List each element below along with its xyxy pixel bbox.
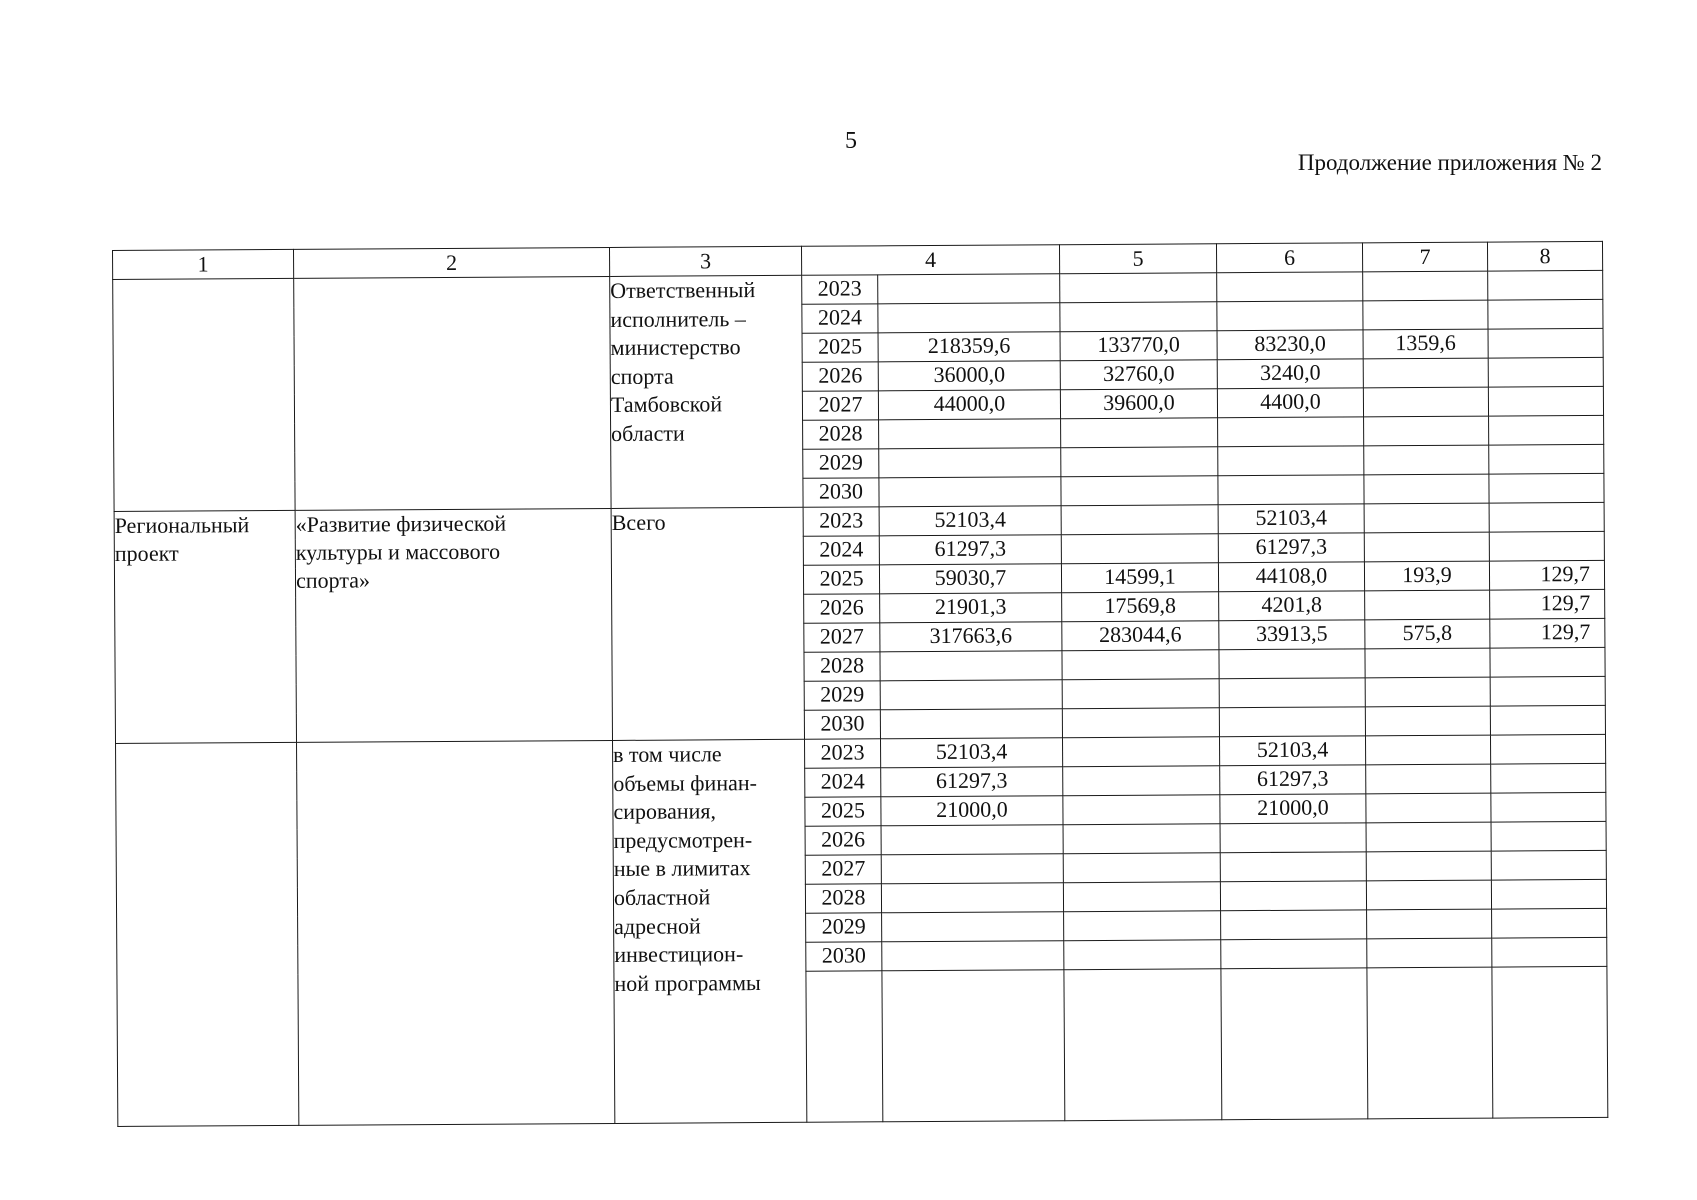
value-cell-c7 [1367,909,1492,939]
col2-name-line: «Развитие физической [295,510,507,537]
year-cell: 2026 [805,826,881,855]
year-cell: 2030 [803,478,879,507]
value-cell-c6 [1220,852,1366,882]
value-cell-c7: 575,8 [1365,619,1490,649]
value-cell-c6 [1219,707,1365,737]
cell-col3-description [610,275,803,508]
value-cell-c7 [1363,271,1488,301]
value-cell-c5 [1063,766,1220,796]
value-cell-c8 [1491,763,1606,793]
year-cell: 2024 [803,536,879,565]
value-cell-c4: 44000,0 [878,390,1060,420]
value-cell-c5 [1062,708,1219,738]
value-cell-c6: 52103,4 [1218,504,1364,534]
value-cell-c5: 283044,6 [1062,621,1219,651]
page-number: 5 [845,128,857,154]
cell-col3-description [611,507,804,740]
value-cell-c5 [1062,650,1219,680]
value-cell-c8 [1491,792,1606,822]
col3-description-line: исполнитель – [610,305,746,332]
value-cell-c6: 52103,4 [1219,736,1365,766]
year-cell: 2026 [804,594,880,623]
value-cell-c5: 133770,0 [1060,331,1217,361]
filler-cell [882,970,1065,1122]
value-cell-c5: 14599,1 [1061,563,1218,593]
value-cell-c8: 129,7 [1490,589,1605,619]
cell-col2-name [294,276,611,510]
year-cell: 2030 [806,942,882,971]
value-cell-c4: 36000,0 [878,361,1060,391]
year-cell: 2024 [802,304,878,333]
value-cell-c5 [1062,679,1219,709]
appendix-note: Продолжение приложения № 2 [1297,150,1602,175]
value-cell-c4 [880,651,1062,681]
budget-table-wrapper [112,241,1607,1118]
filler-cell [1367,967,1493,1119]
year-cell: 2027 [804,623,880,652]
year-cell: 2023 [803,507,879,536]
col1-label-line: проект [114,540,179,566]
value-cell-c6: 61297,3 [1218,533,1364,563]
year-cell: 2029 [806,913,882,942]
year-cell: 2030 [804,710,880,739]
value-cell-c8 [1488,386,1603,416]
value-cell-c6 [1220,881,1366,911]
value-cell-c4 [879,477,1061,507]
value-cell-c5 [1064,911,1221,941]
value-cell-c8 [1492,908,1607,938]
cell-col1-label [113,278,295,511]
value-cell-c4: 52103,4 [881,738,1063,768]
value-cell-c8 [1490,676,1605,706]
value-cell-c6 [1217,301,1363,331]
col3-description-line: предусмотрен- [613,826,753,853]
value-cell-c7 [1363,387,1488,417]
value-cell-c4 [879,448,1061,478]
col2-name-line: культуры и массового [295,538,501,565]
value-cell-c7: 1359,6 [1363,329,1488,359]
cell-col3-description [613,739,807,1123]
value-cell-c4 [878,274,1060,304]
value-cell-c8 [1489,415,1604,445]
year-cell: 2026 [802,362,878,391]
filler-cell [1064,969,1222,1121]
value-cell-c7 [1365,648,1490,678]
filler-cell [806,971,883,1122]
value-cell-c4: 218359,6 [878,332,1060,362]
value-cell-c8 [1488,299,1603,329]
year-cell: 2025 [802,333,878,362]
col1-label-line: Региональный [114,512,250,538]
value-cell-c7 [1367,938,1492,968]
col3-description-line: инвестицион- [614,941,744,968]
year-cell: 2029 [804,681,880,710]
header-col-3: 3 [609,246,801,276]
value-cell-c7 [1364,532,1489,562]
header-col-8: 8 [1487,241,1602,271]
value-cell-c6 [1218,446,1364,476]
col3-description-line: Всего [611,509,666,535]
value-cell-c6 [1220,823,1366,853]
value-cell-c7 [1363,300,1488,330]
value-cell-c6 [1217,272,1363,302]
value-cell-c8 [1489,502,1604,532]
value-cell-c6: 44108,0 [1218,562,1364,592]
value-cell-c4: 59030,7 [879,564,1061,594]
year-cell: 2024 [805,768,881,797]
cell-col1-label [114,510,296,743]
value-cell-c5 [1061,447,1218,477]
col3-description-line: Тамбовской [610,391,723,418]
table-body [113,270,1608,1126]
value-cell-c7 [1366,764,1491,794]
value-cell-c8 [1488,357,1603,387]
value-cell-c7 [1365,735,1490,765]
col3-description-line: министерство [610,334,741,361]
value-cell-c8 [1488,270,1603,300]
value-cell-c5 [1061,418,1218,448]
value-cell-c4: 317663,6 [880,622,1062,652]
value-cell-c6 [1219,678,1365,708]
budget-table [112,241,1608,1127]
value-cell-c4: 21901,3 [880,593,1062,623]
value-cell-c4 [878,303,1060,333]
value-cell-c5: 32760,0 [1060,360,1217,390]
value-cell-c8 [1490,647,1605,677]
cell-col1-label [116,742,299,1126]
value-cell-c5: 39600,0 [1060,389,1217,419]
value-cell-c4: 52103,4 [879,506,1061,536]
value-cell-c4 [882,912,1064,942]
year-cell: 2025 [805,797,881,826]
value-cell-c7 [1366,822,1491,852]
value-cell-c8 [1489,473,1604,503]
value-cell-c7: 193,9 [1364,561,1489,591]
value-cell-c8 [1491,879,1606,909]
value-cell-c8: 129,7 [1490,618,1605,648]
value-cell-c7 [1366,851,1491,881]
value-cell-c6: 21000,0 [1220,794,1366,824]
filler-cell [1221,968,1368,1120]
value-cell-c8 [1492,937,1607,967]
value-cell-c4: 21000,0 [881,796,1063,826]
year-cell: 2028 [804,652,880,681]
value-cell-c6: 33913,5 [1219,620,1365,650]
year-cell: 2027 [802,391,878,420]
header-col-6: 6 [1216,243,1362,273]
value-cell-c4 [881,854,1063,884]
value-cell-c5 [1062,737,1219,767]
value-cell-c4 [880,709,1062,739]
value-cell-c5 [1063,882,1220,912]
col3-description-line: адресной [614,912,701,939]
value-cell-c8 [1488,328,1603,358]
value-cell-c5 [1064,940,1221,970]
year-cell: 2023 [805,739,881,768]
value-cell-c5 [1063,853,1220,883]
value-cell-c7 [1365,590,1490,620]
header-col-2: 2 [293,247,609,278]
col3-description-line: Ответственный [610,277,756,303]
year-cell: 2027 [805,855,881,884]
col3-description-line: областной [613,884,711,910]
value-cell-c5: 17569,8 [1062,592,1219,622]
cell-col2-name [297,740,615,1125]
value-cell-c6 [1221,939,1367,969]
year-cell: 2023 [802,275,878,304]
value-cell-c8: 129,7 [1489,560,1604,590]
value-cell-c4 [881,883,1063,913]
col3-description-line: спорта [610,363,674,389]
col3-description-line: сирования, [613,798,717,825]
value-cell-c8 [1491,821,1606,851]
value-cell-c7 [1365,677,1490,707]
filler-cell [1492,966,1608,1118]
value-cell-c7 [1366,793,1491,823]
value-cell-c5 [1063,795,1220,825]
value-cell-c8 [1490,734,1605,764]
value-cell-c5 [1060,273,1217,303]
value-cell-c5 [1061,476,1218,506]
value-cell-c7 [1363,358,1488,388]
value-cell-c5 [1061,505,1218,535]
value-cell-c6 [1219,649,1365,679]
value-cell-c6 [1218,475,1364,505]
value-cell-c7 [1364,474,1489,504]
value-cell-c6 [1218,417,1364,447]
value-cell-c8 [1491,850,1606,880]
col3-description-line: области [611,420,685,446]
value-cell-c7 [1366,880,1491,910]
value-cell-c7 [1364,503,1489,533]
value-cell-c4: 61297,3 [881,767,1063,797]
col3-description-line: в том числе [613,741,722,767]
header-col-1: 1 [113,249,294,279]
value-cell-c6: 3240,0 [1217,359,1363,389]
col3-description-line: ной программы [614,969,761,996]
value-cell-c6: 4400,0 [1217,388,1363,418]
header-col-5: 5 [1059,244,1216,274]
col3-description-line: объемы финан- [613,769,757,796]
value-cell-c4 [881,825,1063,855]
cell-col2-name [295,508,612,742]
value-cell-c7 [1365,706,1490,736]
value-cell-c8 [1489,444,1604,474]
year-cell: 2029 [803,449,879,478]
value-cell-c8 [1489,531,1604,561]
value-cell-c6: 4201,8 [1219,591,1365,621]
value-cell-c7 [1364,416,1489,446]
header-col-4: 4 [801,245,1059,276]
col2-name-line: спорта» [295,567,371,593]
header-col-7: 7 [1362,242,1487,272]
value-cell-c5 [1060,302,1217,332]
value-cell-c7 [1364,445,1489,475]
value-cell-c6: 61297,3 [1220,765,1366,795]
col3-description-line: ные в лимитах [613,855,751,882]
value-cell-c4 [879,419,1061,449]
value-cell-c8 [1490,705,1605,735]
value-cell-c4 [880,680,1062,710]
value-cell-c4: 61297,3 [879,535,1061,565]
value-cell-c5 [1061,534,1218,564]
value-cell-c5 [1063,824,1220,854]
value-cell-c6 [1221,910,1367,940]
year-cell: 2025 [803,565,879,594]
year-cell: 2028 [805,884,881,913]
value-cell-c6: 83230,0 [1217,330,1363,360]
year-cell: 2028 [803,420,879,449]
value-cell-c4 [882,941,1064,971]
